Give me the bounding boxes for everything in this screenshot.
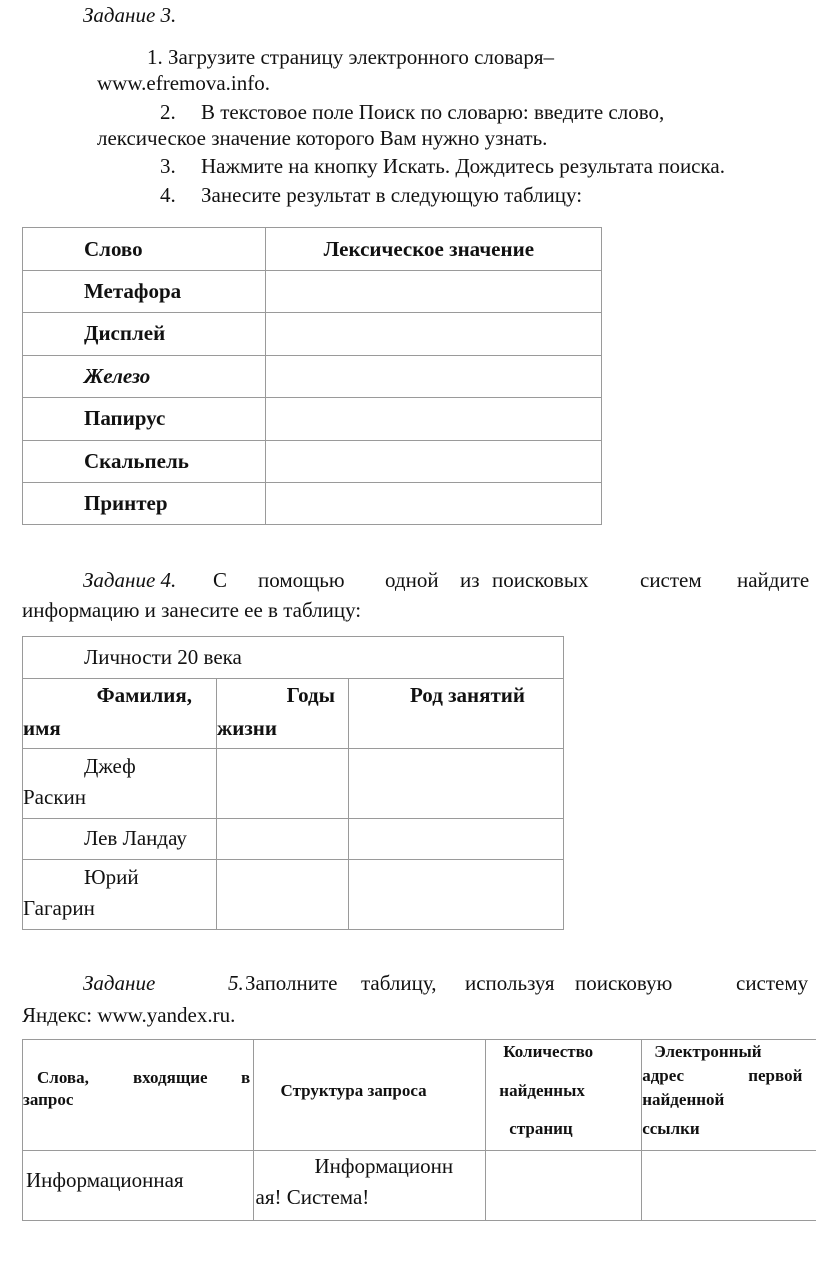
- header-words-cell: [23, 1040, 254, 1151]
- dictionary-meaning-cell[interactable]: [265, 356, 601, 398]
- dictionary-header-meaning: [265, 228, 601, 271]
- table-row: [23, 749, 564, 819]
- task5-line2: Яндекс: www.yandex.ru.: [22, 1003, 236, 1027]
- personalities-caption: Личности 20 века: [84, 645, 242, 669]
- count-cell[interactable]: [486, 1151, 642, 1221]
- personalities-caption-cell: [23, 637, 564, 679]
- h-count-c: страниц: [509, 1119, 573, 1138]
- task5-label: Задание: [83, 971, 156, 995]
- h-count-b: найденных: [499, 1081, 585, 1100]
- person-name-2: Раскин: [23, 785, 86, 809]
- dictionary-word-cell: [23, 271, 266, 313]
- person-name: Лев Ландау: [84, 826, 187, 850]
- task4-word: С: [213, 568, 228, 592]
- table-row: [23, 1151, 816, 1221]
- person-years-cell[interactable]: [217, 860, 349, 930]
- h-words-a: Слова,: [37, 1068, 89, 1087]
- row-word: Информационная: [26, 1168, 184, 1192]
- dictionary-word: Скальпель: [84, 449, 189, 473]
- dictionary-word-cell: [23, 441, 266, 483]
- personalities-table: [22, 636, 564, 930]
- personalities-header-row: [23, 679, 564, 749]
- task5-word: таблицу,: [361, 971, 437, 995]
- dictionary-word-cell: [23, 398, 266, 441]
- h-link-a: Электронный: [654, 1042, 762, 1061]
- h-words-b: входящие: [133, 1068, 208, 1087]
- task4-label: Задание 4.: [83, 568, 177, 592]
- task4-word: найдите: [737, 568, 810, 592]
- task5-word: систему: [736, 971, 809, 995]
- table-row: [23, 483, 602, 525]
- dictionary-table: [22, 227, 602, 525]
- person-name-cell: [23, 819, 217, 860]
- person-name-cell: [23, 860, 217, 930]
- col-word-label: Слово: [84, 237, 143, 261]
- dictionary-word: Принтер: [84, 491, 168, 515]
- h-count-a: Количество: [503, 1042, 594, 1061]
- person-name-cell: [23, 749, 217, 819]
- task3-step1-line1: 1. Загрузите страницу электронного словаря–: [147, 45, 555, 69]
- header-years-cell: [217, 679, 349, 749]
- col-name-label-2: имя: [23, 716, 61, 740]
- col-name-label-1: Фамилия,: [96, 683, 192, 707]
- person-name-2: Гагарин: [23, 896, 95, 920]
- dictionary-header-row: [23, 228, 602, 271]
- task5-num: 5.: [228, 971, 244, 995]
- table-row: [23, 356, 602, 398]
- task3-step2-num: 2.: [160, 100, 176, 124]
- h-words-d: запрос: [23, 1090, 74, 1109]
- dictionary-meaning-cell[interactable]: [265, 441, 601, 483]
- table-row: [23, 441, 602, 483]
- h-query: Структура запроса: [280, 1081, 427, 1100]
- h-words-c: в: [241, 1068, 251, 1087]
- person-years-cell[interactable]: [217, 749, 349, 819]
- person-occupation-cell[interactable]: [349, 860, 564, 930]
- dictionary-word: Папирус: [84, 406, 166, 430]
- h-link-e: ссылки: [642, 1119, 700, 1138]
- row-query-a: Информационн: [314, 1154, 454, 1178]
- dictionary-meaning-cell[interactable]: [265, 313, 601, 356]
- dictionary-word-cell: [23, 356, 266, 398]
- dictionary-meaning-cell[interactable]: [265, 271, 601, 313]
- h-link-c: первой: [748, 1066, 803, 1085]
- task3-title: Задание 3.: [83, 3, 177, 27]
- table-row: [23, 398, 602, 441]
- person-name-1: Джеф: [84, 754, 136, 778]
- person-years-cell[interactable]: [217, 819, 349, 860]
- col-years-label-2: жизни: [217, 716, 277, 740]
- h-link-d: найденной: [642, 1090, 725, 1109]
- dictionary-word: Дисплей: [84, 321, 166, 345]
- header-query-cell: [253, 1040, 486, 1151]
- task4-word: из: [460, 568, 480, 592]
- header-occupation-cell: [349, 679, 564, 749]
- link-cell[interactable]: [642, 1151, 816, 1221]
- header-count-cell: [486, 1040, 642, 1151]
- header-name-cell: [23, 679, 217, 749]
- yandex-table: [22, 1039, 816, 1221]
- col-occupation-label: Род занятий: [410, 683, 525, 707]
- dictionary-header-word: [23, 228, 266, 271]
- task3-step2-line2: лексическое значение которого Вам нужно узнать.: [97, 126, 548, 150]
- dictionary-meaning-cell[interactable]: [265, 398, 601, 441]
- task4-word: помощью: [258, 568, 345, 592]
- task3-step3-num: 3.: [160, 154, 176, 178]
- person-occupation-cell[interactable]: [349, 749, 564, 819]
- col-years-label-1: Годы: [286, 683, 335, 707]
- dictionary-word-cell: [23, 313, 266, 356]
- table-row: [23, 313, 602, 356]
- dictionary-word: Железо: [84, 364, 151, 388]
- task3-step4-num: 4.: [160, 183, 176, 207]
- table-row: [23, 860, 564, 930]
- table-row: [23, 271, 602, 313]
- task4-word: поисковых: [492, 568, 589, 592]
- task5-word: Заполните: [245, 971, 338, 995]
- task4-line2: информацию и занесите ее в таблицу:: [22, 598, 362, 622]
- person-name-1: Юрий: [84, 865, 139, 889]
- task4-word: систем: [640, 568, 702, 592]
- task3-step1-line2: www.efremova.info.: [97, 71, 270, 95]
- table-row: [23, 819, 564, 860]
- word-cell: [23, 1151, 254, 1221]
- task3-step2-line1: В текстовое поле Поиск по словарю: введите слово,: [201, 100, 665, 124]
- col-meaning-label: Лексическое значение: [323, 237, 535, 261]
- task3-step3-text: Нажмите на кнопку Искать. Дождитесь результата поиска.: [201, 154, 725, 178]
- h-link-b: адрес: [642, 1066, 685, 1085]
- dictionary-meaning-cell[interactable]: [265, 483, 601, 525]
- row-query-b: ая! Система!: [255, 1185, 370, 1209]
- person-occupation-cell[interactable]: [349, 819, 564, 860]
- dictionary-word: Метафора: [84, 279, 182, 303]
- dictionary-word-cell: [23, 483, 266, 525]
- task5-word: поисковую: [575, 971, 673, 995]
- task3-step4-text: Занесите результат в следующую таблицу:: [201, 183, 583, 207]
- personalities-caption-row: [23, 637, 564, 679]
- query-cell: [253, 1151, 486, 1221]
- yandex-header-row: [23, 1040, 816, 1151]
- task5-word: используя: [465, 971, 555, 995]
- task4-word: одной: [385, 568, 439, 592]
- header-link-cell: [642, 1040, 816, 1151]
